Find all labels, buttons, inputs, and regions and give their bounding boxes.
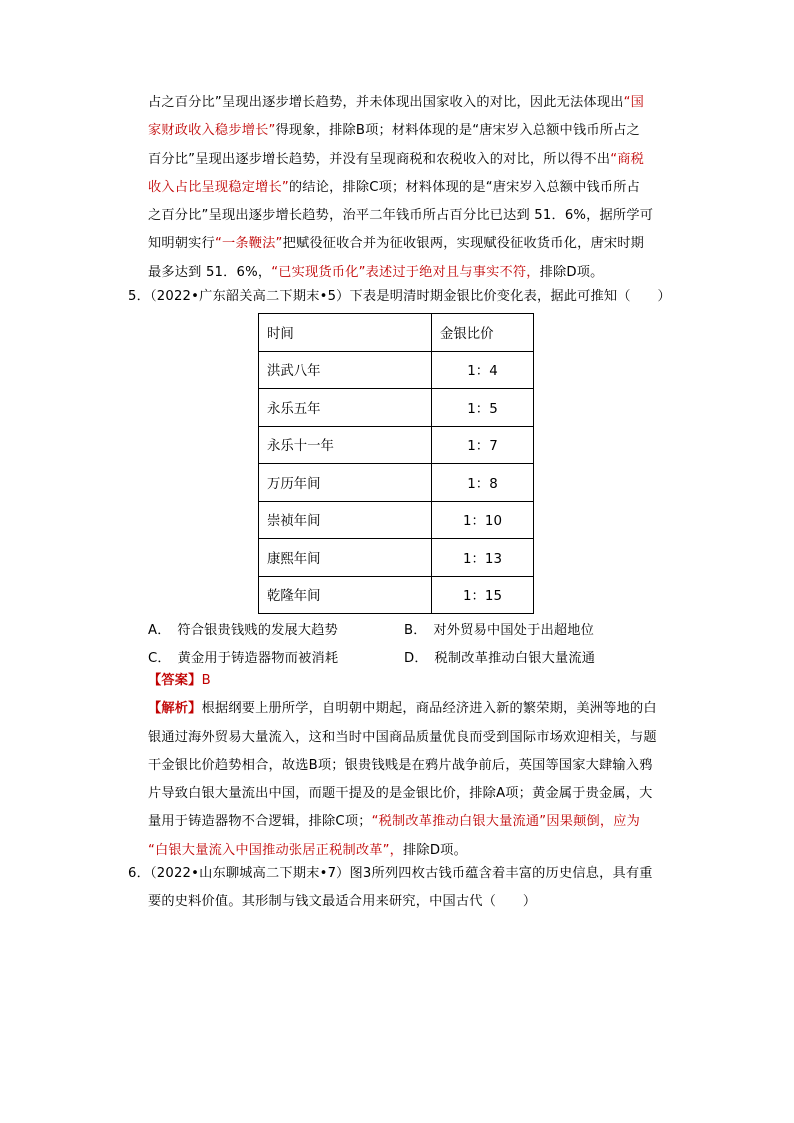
q5-question-title: 5．（2022•广东韶关高二下期末•5）下表是明清时期金银比价变化表，据此可推知（ ） xyxy=(128,289,671,304)
option-c: C． 黄金用于铸造器物而被消耗 xyxy=(148,651,339,666)
table-row xyxy=(259,539,534,577)
table-cell: 1：5 xyxy=(432,389,534,427)
q6-line-2: 要的史料价值。其形制与钱文最适合用来研究，中国古代（ ） xyxy=(148,894,537,910)
table-header-cell: 时间 xyxy=(259,314,432,352)
analysis-line-4: 片导致白银大量流出中国，而题干提及的是金银比价，排除A项；黄金属于贵金属，大 xyxy=(148,786,653,802)
table-row xyxy=(259,576,534,614)
table-cell: 1：15 xyxy=(432,576,534,614)
analysis-line-2: 银通过海外贸易大量流入，这和当时中国商品质量优良而受到国际市场欢迎相关，与题 xyxy=(148,729,657,745)
q4-line-1: 占之百分比”呈现出逐步增长趋势，并未体现出国家收入的对比，因此无法体现出“国 xyxy=(148,95,645,110)
analysis-line-6: “白银大量流入中国推动张居正税制改革”，排除D项。 xyxy=(148,842,467,858)
q4-explanation xyxy=(148,89,678,287)
option-a: A． 符合银贵钱贱的发展大趋势 xyxy=(148,623,339,638)
q5-answer-block xyxy=(148,667,678,865)
q6-line-1: 6．（2022•山东聊城高二下期末•7）图3所列四枚古钱币蕴含着丰富的历史信息，具有重 xyxy=(128,866,653,881)
table-cell: 乾隆年间 xyxy=(259,576,432,614)
table-row xyxy=(259,426,534,464)
table-row xyxy=(259,351,534,389)
table-cell: 1：13 xyxy=(432,539,534,577)
option-d: D． 税制改革推动白银大量流通 xyxy=(404,651,596,666)
q4-line-3: 百分比”呈现出逐步增长趋势，并没有呈现商税和农税收入的对比，所以得不出“商税 xyxy=(148,151,645,167)
analysis-line-3: 干金银比价趋势相合，故选B项；银贵钱贱是在鸦片战争前后，英国等国家大肆输入鸦 xyxy=(148,757,653,773)
q4-line-2: 家财政收入稳步增长”得现象，排除B项；材料体现的是“唐宋岁入总额中钱币所占之 xyxy=(148,123,640,139)
table-cell: 1：7 xyxy=(432,426,534,464)
option-b: B． 对外贸易中国处于出超地位 xyxy=(404,623,595,638)
analysis-line-1: 【解析】根据纲要上册所学，自明朝中期起，商品经济进入新的繁荣期，美洲等地的白 xyxy=(148,701,657,717)
q4-line-5: 之百分比”呈现出逐步增长趋势，治平二年钱币所占百分比已达到 51．6%，据所学可 xyxy=(148,208,654,224)
table-header-cell: 金银比价 xyxy=(432,314,534,352)
answer-label: 【答案】 xyxy=(148,673,202,688)
q6-question-title xyxy=(128,860,680,917)
answer-value: B xyxy=(201,673,211,688)
table-row xyxy=(259,464,534,502)
table-cell: 1：4 xyxy=(432,351,534,389)
table-row xyxy=(259,501,534,539)
table-row xyxy=(259,389,534,427)
table-cell: 1：10 xyxy=(432,501,534,539)
answer-line xyxy=(148,667,678,695)
q4-line-7: 最多达到 51．6%，“已实现货币化”表述过于绝对且与事实不符，排除D项。 xyxy=(148,264,604,280)
analysis-label: 【解析】 xyxy=(148,701,202,717)
table-cell: 洪武八年 xyxy=(259,351,432,389)
analysis-line-5: 量用于铸造器物不合逻辑，排除C项；“税制改革推动白银大量流通”因果颠倒，应为 xyxy=(148,814,641,830)
table-cell: 康熙年间 xyxy=(259,539,432,577)
gold-silver-ratio-table xyxy=(258,313,534,614)
table-cell: 万历年间 xyxy=(259,464,432,502)
table-cell: 崇祯年间 xyxy=(259,501,432,539)
table-header-row xyxy=(259,314,534,352)
table-cell: 1：8 xyxy=(432,464,534,502)
table-cell: 永乐十一年 xyxy=(259,426,432,464)
table-cell: 永乐五年 xyxy=(259,389,432,427)
q4-line-6: 知明朝实行“一条鞭法”把赋役征收合并为征收银两，实现赋役征收货币化，唐宋时期 xyxy=(148,236,645,252)
q4-line-4: 收入占比呈现稳定增长”的结论，排除C项；材料体现的是“唐宋岁入总额中钱币所占 xyxy=(148,179,641,195)
